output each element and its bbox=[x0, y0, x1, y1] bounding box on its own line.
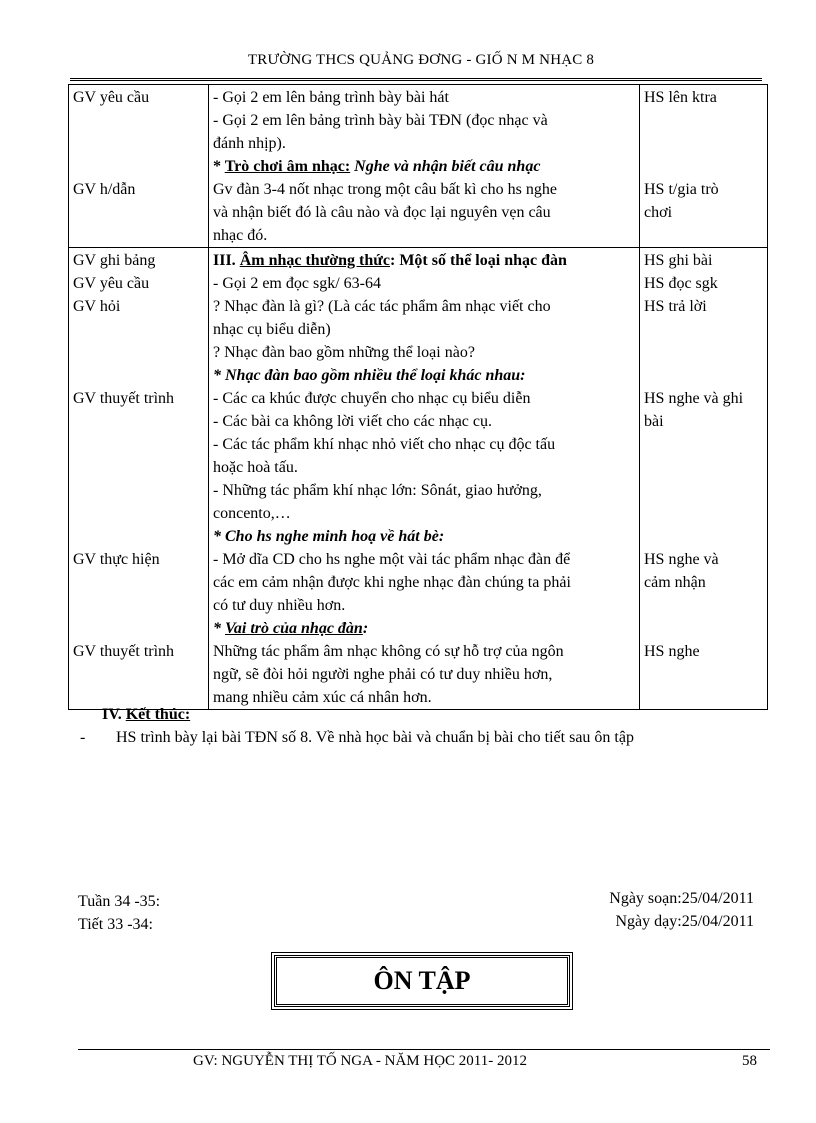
content-line: các em cảm nhận được khi nghe nhạc đàn chúng ta phải bbox=[213, 574, 571, 591]
prepared-date: Ngày soạn:25/04/2011 bbox=[609, 890, 754, 907]
content-line: - Các tác phẩm khí nhạc nhỏ viết cho nhạc cụ độc tấu bbox=[213, 436, 556, 453]
period-label: Tiết 33 -34: bbox=[78, 916, 153, 933]
content-line: nhạc cụ biểu diễn) bbox=[213, 321, 331, 338]
content-line: mang nhiều cảm xúc cá nhân hơn. bbox=[213, 689, 432, 706]
section-heading: III. Âm nhạc thường thức: Một số thể loại nhạc đàn bbox=[213, 252, 567, 269]
content-line: ngữ, sẽ đòi hỏi người nghe phải có tư duy nhiều hơn, bbox=[213, 666, 553, 683]
student-activity: HS t/gia trò bbox=[644, 181, 719, 198]
teacher-activity: GV h/dẫn bbox=[73, 181, 136, 198]
lesson-schedule bbox=[78, 890, 160, 936]
student-activity: bài bbox=[644, 413, 664, 430]
footer-rule bbox=[78, 1049, 770, 1050]
teacher-activity: GV thuyết trình bbox=[73, 390, 175, 407]
content-line: - Các ca khúc được chuyển cho nhạc cụ biểu diễn bbox=[213, 390, 531, 407]
page-number: 58 bbox=[742, 1053, 757, 1069]
student-activity: chơi bbox=[644, 204, 673, 221]
student-activity-cell bbox=[640, 85, 768, 248]
teacher-activity: GV thuyết trình bbox=[73, 643, 175, 660]
subheading: * Vai trò của nhạc đàn: bbox=[213, 620, 369, 637]
student-activity: HS lên ktra bbox=[644, 89, 717, 106]
content-cell bbox=[209, 248, 640, 710]
student-activity: cảm nhận bbox=[644, 574, 706, 591]
lesson-dates bbox=[609, 887, 754, 933]
teacher-activity: GV hỏi bbox=[73, 298, 121, 315]
content-line: - Gọi 2 em lên bảng trình bày bài hát bbox=[213, 89, 449, 106]
page-header: TRƯỜNG THCS QUẢNG ĐƠNG - GIỐ N M NHẠC 8 bbox=[247, 52, 595, 68]
table-row bbox=[69, 85, 768, 248]
student-activity: HS đọc sgk bbox=[644, 275, 718, 292]
student-activity: HS nghe và bbox=[644, 551, 719, 568]
content-line: ? Nhạc đàn bao gồm những thể loại nào? bbox=[213, 344, 475, 361]
lesson-title-box bbox=[274, 955, 570, 1007]
content-line: concento,… bbox=[213, 505, 291, 522]
header-rule bbox=[70, 78, 762, 81]
content-line: ? Nhạc đàn là gì? (Là các tác phẩm âm nhạc viết cho bbox=[213, 298, 551, 315]
week-label: Tuần 34 -35: bbox=[78, 893, 161, 910]
teacher-activity: GV ghi bảng bbox=[73, 252, 156, 269]
subheading: * Nhạc đàn bao gồm nhiều thể loại khác nhau: bbox=[213, 367, 526, 384]
ending-heading: IV. Kết thúc: bbox=[102, 706, 191, 723]
content-line: đánh nhịp). bbox=[213, 135, 286, 152]
ending-summary: - HS trình bày lại bài TĐN số 8. Về nhà học bài và chuẩn bị bài cho tiết sau ôn tập bbox=[80, 729, 634, 746]
content-line: - Mở dĩa CD cho hs nghe một vài tác phẩm nhạc đàn để bbox=[213, 551, 571, 568]
taught-date: Ngày dạy:25/04/2011 bbox=[615, 913, 754, 930]
student-activity-cell bbox=[640, 248, 768, 710]
content-line: - Những tác phẩm khí nhạc lớn: Sônát, giao hưởng, bbox=[213, 482, 542, 499]
student-activity: HS nghe bbox=[644, 643, 700, 660]
teacher-activity: GV thực hiện bbox=[73, 551, 160, 568]
teacher-activity: GV yêu cầu bbox=[73, 89, 150, 106]
student-activity: HS nghe và ghi bbox=[644, 390, 744, 407]
content-line: có tư duy nhiều hơn. bbox=[213, 597, 346, 614]
teacher-activity-cell bbox=[69, 85, 209, 248]
content-line: và nhận biết đó là câu nào và đọc lại nguyên vẹn câu bbox=[213, 204, 551, 221]
student-activity: HS ghi bài bbox=[644, 252, 713, 269]
page-footer: GV: NGUYỄN THỊ TỐ NGA - NĂM HỌC 2011- 2012 bbox=[192, 1053, 527, 1069]
lesson-title: ÔN TẬP bbox=[373, 966, 471, 995]
content-line: Gv đàn 3-4 nốt nhạc trong một câu bất kì cho hs nghe bbox=[213, 181, 557, 198]
teacher-activity: GV yêu cầu bbox=[73, 275, 150, 292]
content-line: - Gọi 2 em đọc sgk/ 63-64 bbox=[213, 275, 381, 292]
table-row bbox=[69, 248, 768, 710]
content-line: hoặc hoà tấu. bbox=[213, 459, 298, 476]
game-heading: * Trò chơi âm nhạc: Nghe và nhận biết câu nhạc bbox=[213, 158, 541, 175]
content-line: nhạc đó. bbox=[213, 227, 268, 244]
content-cell bbox=[209, 85, 640, 248]
content-line: - Các bài ca không lời viết cho các nhạc cụ. bbox=[213, 413, 493, 430]
content-line: - Gọi 2 em lên bảng trình bày bài TĐN (đọc nhạc và bbox=[213, 112, 548, 129]
subheading: * Cho hs nghe minh hoạ về hát bè: bbox=[213, 528, 445, 545]
student-activity: HS trả lời bbox=[644, 298, 707, 315]
content-line: Những tác phẩm âm nhạc không có sự hỗ trợ của ngôn bbox=[213, 643, 564, 660]
lesson-plan-table bbox=[68, 84, 768, 710]
teacher-activity-cell bbox=[69, 248, 209, 710]
